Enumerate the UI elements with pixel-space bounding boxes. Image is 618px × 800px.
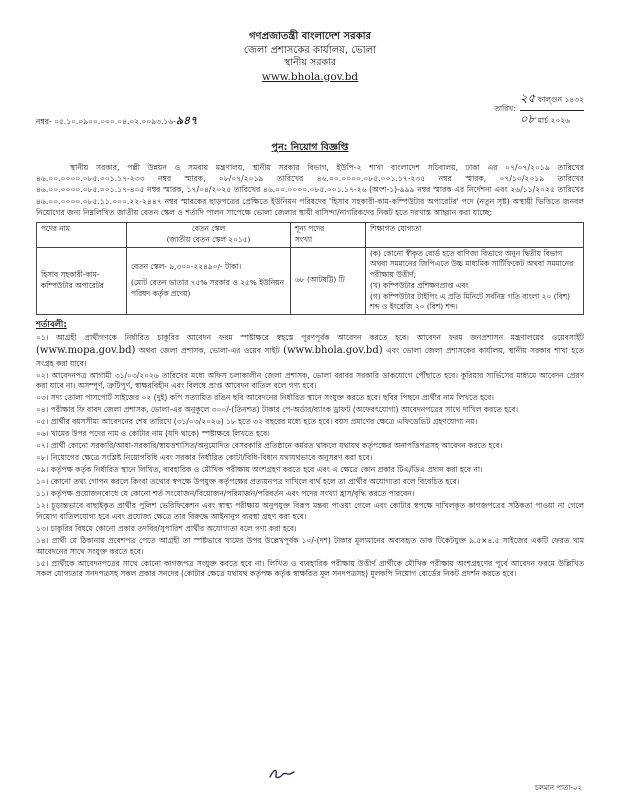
signature-mark xyxy=(268,766,296,780)
memo-date xyxy=(494,90,584,131)
cell-qualification: (ক) কোনো স্বীকৃত বোর্ড হতে বাণিজ্য বিভাগে অনুন দ্বিতীয় বিভাগ অথবা সমমানের জিপিএতে উচ্চ মাধ্যমিক সার্টিফিকেট অথবা সমমানের পরীক্ষায় উত্তীর্ণ; (খ) কম্পিউটার প্রশিক্ষণপ্রাপ্ত এবং (গ) কম্পিউটার টাইপিং এ প্রতি মিনিটে সর্বনিম্ন গতি বাংলা ২০ (বিশ) শব্দ ও ইংরেজি ২০ (বিশ) শব্দ। xyxy=(366,247,584,314)
notice-title: পুন: নিয়োগ বিজ্ঞপ্তি xyxy=(271,141,349,153)
cell-vacancy: ৬৮ (আটষট্টি) টি xyxy=(291,247,366,314)
condition-09: ০৯। কর্তৃপক্ষ কর্তৃক নির্ধারিত স্থানে লিখিত, ব্যবহারিক ও মৌখিক পরীক্ষায় অংশগ্রহণ করতে হবে এবং এ ক্ষেত্রে কোন প্রকার টিএ/ডিএ প্রদান করা হবে না। xyxy=(36,465,483,474)
condition-13: ১৩। চাকুরির বিষয়ে কোনো প্রকার তদবির/সুপারিশ প্রার্থীর অযোগ্যতা বলে গণ্য করা হবে। xyxy=(36,523,297,533)
continuation-note: চলমান পাতা-০২ xyxy=(534,784,582,792)
date-bangla-handwritten: ২৫ xyxy=(519,90,536,105)
conditions-heading: শর্তাবলী: xyxy=(36,320,67,331)
memo-number-label: নম্বর- ০৫.১০.০৯০০.০০০.০৪.০২.০০৯৩.১৬- xyxy=(36,116,176,126)
condition-07: ০৭। প্রার্থী কোনো সরকারি/আধা-সরকারি/স্বায়ত্তশাসিত/অনুমোদিত বেসরকারি প্রতিষ্ঠানে কর্মরত থাকলে যথাযথ কর্তৃপক্ষের অনাপত্তিপত্রসহ আবেদন করতে হবে। xyxy=(36,441,503,451)
website-link[interactable]: www.bhola.gov.bd xyxy=(261,70,359,83)
condition-01: ০১। আগ্রহী প্রার্থীগণকে নির্ধারিত চাকুরির আবেদন ফরম স্পষ্টাক্ষরে স্বহস্তে পূরণপূর্বক আবেদন করতে হবে। আবেদন ফরম জনপ্রশাসন মন্ত্রণালয়ের ওয়েবসাইট (www.mopa.gov.bd) অথবা জেলা প্রশাসক, ভোলা-এর ওয়েব সাইট (www.bhola.gov.bd) এবং ভোলা জেলা প্রশাসকের কার্যালয়, স্থানীয় সরকার শাখা হতে সংগ্রহ করা যাবে। xyxy=(36,333,585,368)
date-english-handwritten: ০৮ xyxy=(519,111,536,126)
government-name: গণপ্রজাতন্ত্রী বাংলাদেশ সরকার xyxy=(249,31,371,42)
table-row xyxy=(37,247,584,314)
header-qualification: শিক্ষাগত যোগ্যতা xyxy=(366,223,584,247)
header-pay-scale: বেতন স্কেল (জাতীয় বেতন স্কেল ২০১৫) xyxy=(127,223,291,247)
condition-15: ১৫। প্রার্থীকে আবেদনপত্রের সাথে কোনো কাগজপত্র সংযুক্ত করতে হবে না। লিখিত ও ব্যবহারিক পরীক্ষায় উত্তীর্ণ প্রার্থীকে মৌখিক পরীক্ষায় অংশগ্রহণের পূর্বে আবেদন ফরমে উল্লিখিত সকল যোগ্যতার সনদপত্রসহ সকল প্রকার সনদের (কোটার ক্ষেত্রে যথাযথ কর্তৃপক্ষ কর্তৃক স্বাক্ষরিত মূল সনদপত্রসহ) মূলকপি নিয়োগ বোর্ডের নিকট প্রদর্শন করতে হবে। xyxy=(36,558,584,579)
date-bangla: ২৫ ফাল্গুন ১৪৩২ xyxy=(520,90,584,111)
office-name: জেলা প্রশাসকের কার্যালয়, ভোলা xyxy=(243,44,377,56)
intro-paragraph: স্থানীয় সরকার, পল্লী উন্নয়ন ও সমবায় মন্ত্রণালয়, স্থানীয় সরকার বিভাগ, ইউপি-২ শাখা বাংলাদেশ সচিবালয়, ঢাকা এর ০৭/০৭/২০১৯ তারিখের ৪৬.০০.০০০০.০৮৫.০০১.১৭-২৩৩ নম্বর স্মারক, ০৮/০৭/২০১৯ তারিখের ৪৬.০০.০০০০.০৮৫.০০১.১৭-২৩৫ নম্বর স্মারক, ০৭/১০/২০১৯ তারিখের ৪৬.০০.০০০০.০৮৫.০০১.১৭-৪০৫ নম্বর স্মারক, ১৭/০৪/২০২৫ তারিখের ৪৬.০০.০০০০.০৮৫.০০১.১৭-২৬ (অংশ-১)-৯৯৯ নম্বর স্মারক এর নির্দেশনা এবং ২৬/১১/২০২৫ তারিখের ৪৬.০০.০০০০.০৮৫.১১.০০০.২২-২৪৪৭ নম্বর স্মারকের ছাড়পত্রের প্রেক্ষিতে ইউনিয়ন পরিষদের 'হিসাব সহকারী-কাম-কম্পিউটার অপারেটর' পদে (নতুন সৃষ্ট) অস্থায়ী ভিত্তিতে জনবল নিয়োগের জন্য নিম্নলিখিত জাতীয় বেতন স্কেল ও শর্তাদি পালন সাপেক্ষে ভোলা জেলার স্থায়ী বাসিন্দা/নাগরিকদের নিকট হতে দরখাস্ত আহ্বান করা যাচ্ছে: xyxy=(36,162,584,217)
memo-number-handwritten: ৯৪৭ xyxy=(175,113,198,127)
date-label: তারিখ: xyxy=(494,104,516,114)
memo-number xyxy=(36,112,197,131)
condition-03: ০৩। সদ্য তোলা পাসপোর্ট সাইজের ০২ (দুই) কপি সত্যায়িত রঙিন ছবি আবেদনের নির্ধারিত স্থানে সংযুক্ত করতে হবে। ছবির পিছনে প্রার্থীর নাম লিখতে হবে। xyxy=(36,393,494,403)
cell-post: হিসাব সহকারী-কাম-কম্পিউটার অপারেটর xyxy=(37,247,127,314)
mopa-website-link[interactable]: (www.mopa.gov.bd) xyxy=(36,344,136,356)
condition-14: ১৪। প্রার্থী যে ঠিকানায় প্রবেশপত্র পেতে আগ্রহী তা স্পষ্টভাবে খামের উপর উল্লেখপূর্বক ১০/-(দশ) টাকার মূল্যমানের অব্যবহৃত ডাক টিকেটযুক্ত ৯.৫×৪.৫ সাইজের একটি ফেরত খাম আবেদনের সাথে সংযুক্ত করতে হবে। xyxy=(36,535,584,556)
table-header-row xyxy=(37,223,584,247)
header-post: পদের নাম xyxy=(37,223,127,247)
cell-pay-scale: বেতন স্কেল- ৯,৩০০-২২৪৯০/- টাকা। (মোট বেতন ভাতার ৭৫% সরকার ও ২৫% ইউনিয়ন পরিষদ কর্তৃক প্রদেয়) xyxy=(127,247,291,314)
bhola-website-link[interactable]: (www.bhola.gov.bd) xyxy=(283,344,383,356)
condition-10: ১০। কোনো তথ্য গোপন করলে কিংবা তথ্যের স্বপক্ষে উপযুক্ত কর্তৃপক্ষের প্রত্যয়নপত্র দাখিলে ব্যর্থ হলে তা প্রার্থীর অযোগ্যতা বলে বিবেচিত হবে। xyxy=(36,476,460,486)
condition-02: ০২। আবেদনপত্র আগামী ৩১/০৩/২০২৬ তারিখের মধ্যে অফিস চলাকালীন জেলা প্রশাসক, ভোলা বরাবর সরকারি ডাকযোগে পৌঁছাতে হবে। কুরিয়ার সার্ভিসের মাধ্যমে আবেদন প্রেরণ করা যাবে না। অসম্পূর্ণ, ত্রুটিপূর্ণ, স্বাক্ষরবিহীন এবং বিলম্বে প্রাপ্ত আবেদন বাতিল বলে গণ্য হবে। xyxy=(36,370,584,391)
memo-reference-row xyxy=(36,90,584,131)
date-english: ০৮ মার্চ ২০২৬ xyxy=(519,111,571,126)
condition-08: ০৮। নিয়োগের ক্ষেত্রে সংশ্লিষ্ট নিয়োগবিধি এবং সরকার নির্ধারিত কোটা/বিধি-বিধান যথাযথভাবে অনুসরণ করা হবে। xyxy=(36,453,373,463)
condition-06: ০৬। খামের উপর পদের নাম ও কোটার নাম (যদি থাকে) স্পষ্টাক্ষরে লিখতে হবে। xyxy=(36,429,270,439)
header-vacancy: শূন্য পদের সংখ্যা xyxy=(291,223,366,247)
condition-12: ১২। চূড়ান্তভাবে বাছাইকৃত প্রার্থীর পুলিশ ভেরিফিকেশন এবং স্বাস্থ্য পরীক্ষায় অনুপযুক্ত বিরূপ মন্তব্য পাওয়া গেলে এবং কোটার স্বপক্ষে দাখিলকৃত কাগজপত্রের সঠিকতা পাওয়া না গেলে নিয়োগ বাতিলযোগ্য হবে এবং প্রযোজ্য ক্ষেত্রে তার বিরুদ্ধে আইনানুগ ব্যবস্থা গ্রহণ করা হবে। xyxy=(36,500,584,521)
condition-04: ০৪। পরীক্ষার ফি বাবদ জেলা প্রশাসক, ভোলা-এর অনুকূলে ৩০০/-(তিনশত) টাকার পে-অর্ডার/ব্যাংক ড্রাফট (অফেরৎযোগ্য) আবেদনপত্রের সাথে দাখিল করতে হবে। xyxy=(36,405,519,415)
letterhead xyxy=(36,30,584,84)
condition-05: ০৫। প্রার্থীর বয়সসীমা আবেদনের শেষ তারিখে (৩১/০৩/২০২৬) ১৮ হতে ৩২ বছরের মধ্যে হতে হবে। বয়স প্রমাণের ক্ষেত্রে এফিডেভিট গ্রহণযোগ্য নয়। xyxy=(36,417,478,427)
condition-11: ১১। কর্তৃপক্ষ প্রয়োজনবোধে যে কোনো শর্ত সংযোজন/বিয়োজন/পরিমার্জন/পরিবর্তন এবং পদের সংখ্যা হ্রাস/বৃদ্ধি করতে পারবেন। xyxy=(36,488,415,498)
vacancy-table xyxy=(36,222,584,315)
section-name: স্থানীয় সরকার xyxy=(283,57,337,68)
